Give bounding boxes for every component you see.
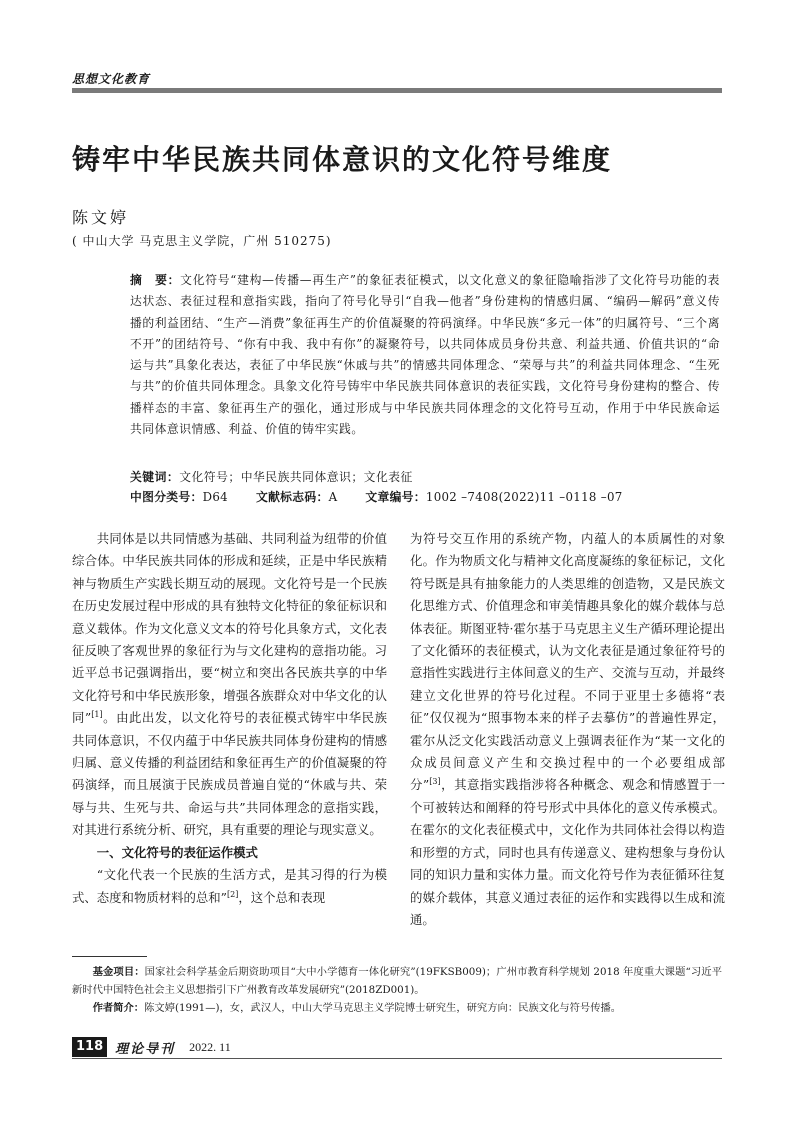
doc-code-value: A [328,490,338,504]
citation-3: [3] [429,777,441,787]
funding-label: 基金项目： [92,966,145,978]
class-label: 中图分类号： [130,490,203,504]
abstract-text: 文化符号“建构—传播—再生产”的象征表征模式，以文化意义的象征隐喻指涉了文化符号功能的表达状态、表征过程和意指实践，指向了符号化导引“自我—他者”身份建构的情感归属、“编码—解码”意义传播的利益团结、“生产—消费”象征再生产的价值凝聚的符码演绎。中华民族“多元一体”的归属符号、“三个离不开”的团结符号、“你有中我、我中有你”的凝聚符号，以共同体成员身份共意、利益共通、价值共识的“命运与共”具象化表达，表征了中华民族“休戚与共”的情感共同体理念、“荣辱与共”的利益共同体理念、“生死与共”的价值共同体理念。具象文化符号铸牢中华民族共同体意识的表征实践，文化符号身份建构的整合、传播样态的丰富、象征再生产的强化，通过形成与中华民族共同体理念的文化符号互动，作用于中华民族命运共同体意识情感、利益、价值的铸牢实践。 [130,273,720,437]
class-value: D64 [202,490,228,504]
funding-text: 国家社会科学基金后期资助项目“大中小学德育一体化研究”(19FKSB009)；广州市教育科学规划 2018 年度重大课题“习近平新时代中国特色社会主义思想指引下广州教育改革发展研究”(2018ZD001)。 [72,966,723,996]
keywords-label: 关键词： [130,470,180,484]
article-no-value: 1002 –7408(2022)11 –0118 –07 [425,490,623,504]
section-label: 思想文化教育 [72,72,151,86]
footer-rule [72,1058,722,1059]
header-rule [72,88,722,93]
page-footer [72,1037,231,1057]
intro-paragraph: 共同体是以共同情感为基础、共同利益为纽带的价值综合体。中华民族共同体的形成和延续，正是中华民族精神与物质生产实践长期互动的展现。文化符号是一个民族在历史发展过程中形成的具有独特文化特征的象征标识和意义载体。作为文化意义文本的符号化具象方式，文化表征反映了客观世界的象征行为与文化建构的意指功能。习近平总书记强调指出，要“树立和突出各民族共享的中华文化符号和中华民族形象，增强各族群众对中华文化的认同”[1]。由此出发，以文化符号的表征模式铸牢中华民族共同体意识，不仅内蕴于中华民族共同体身份建构的情感归属、意义传播的利益团结和象征再生产的价值凝聚的符码演绎，而且展演于民族成员普遍自觉的“休戚与共、荣辱与共、生死与共、命运与共”共同体理念的意指实践，对其进行系统分析、研究，具有重要的理论与现实意义。 [72,531,387,838]
abstract-label: 摘 要： [130,273,181,287]
article-no-label: 文章编号： [365,490,426,504]
author-bio-label: 作者简介： [92,1002,145,1014]
section-1-paragraph: “文化代表一个民族的生活方式，是其习得的行为模式、态度和物质材料的总和”[2]，这个总和表现 [72,867,387,905]
classification-info [130,488,623,505]
footnote-rule [72,956,147,957]
funding-footnote [72,963,722,999]
citation-2: [2] [227,889,239,899]
section-1-continued-paragraph: 为符号交互作用的系统产物，内蕴人的本质属性的对象化。作为物质文化与精神文化高度凝练的象征标记，文化符号既是具有抽象能力的人类思维的创造物，又是民族文化思维方式、价值理念和审美情趣具象化的媒介载体与总体表征。斯图亚特·霍尔基于马克思主义生产循环理论提出了文化循环的表征模式，认为文化表征是通过象征符号的意指性实践进行主体间意义的生产、交流与互动，并最终建立文化世界的符号化过程。不同于亚里士多德将“表征”仅仅视为“照事物本来的样子去摹仿”的普遍性界定，霍尔从泛文化实践活动意义上强调表征作为“某一文化的众成员间意义产生和交换过程中的一个必要组成部分”[3]，其意指实践指涉将各种概念、观念和情感置于一个可被转达和阐释的符号形式中具体化的意义传承模式。在霍尔的文化表征模式中，文化作为共同体社会得以构造和形塑的方式，同时也具有传递意义、建构想象与身份认同的知识力量和实体力量。而文化符号作为表征循环往复的媒介载体，其意义通过表征的运作和实践得以生成和流通。 [410,531,725,927]
abstract [130,270,720,440]
author-bio-text: 陈文婷(1991—)，女，武汉人，中山大学马克思主义学院博士研究生，研究方向：民族文化与符号传播。 [144,1002,622,1014]
article-title: 铸牢中华民族共同体意识的文化符号维度 [72,143,613,176]
citation-1: [1] [91,710,103,720]
body-right-column [410,528,725,931]
doc-code-label: 文献标志码： [255,490,329,504]
author-name: 陈文婷 [72,208,130,227]
page-number: 118 [72,1037,107,1057]
journal-name: 理论导刊 [115,1041,176,1057]
body-left-column [72,528,387,909]
keywords-text: 文化符号；中华民族共同体意识；文化表征 [179,470,413,484]
keywords [130,468,413,485]
journal-issue: 2022. 11 [189,1039,231,1054]
section-1-heading: 一、文化符号的表征运作模式 [96,844,258,860]
author-affiliation: ( 中山大学 马克思主义学院，广州 510275) [72,234,332,248]
author-bio-footnote [72,999,722,1017]
